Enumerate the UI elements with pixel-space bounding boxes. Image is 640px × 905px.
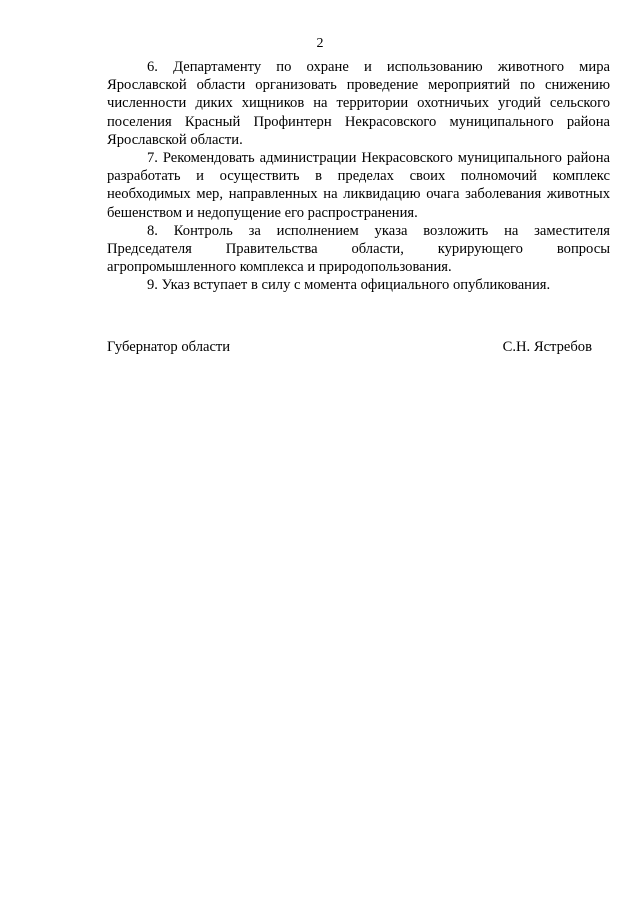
signature-block xyxy=(107,338,592,356)
paragraph-9: 9. Указ вступает в силу с момента официального опубликования. xyxy=(147,277,551,294)
document-body xyxy=(107,58,610,295)
paragraph-6: 6. Департаменту по охране и использованию животного мира Ярославской области организовать проведение мероприятий по снижению численности диких хищников на территории охотничьих угодий сельского поселения Красный Профинтерн Некрасовского муниципального района Ярославской области. xyxy=(107,59,610,148)
paragraph-8: 8. Контроль за исполнением указа возложить на заместителя Председателя Правительства области, курирующего вопросы агропромышленного комплекса и природопользования. xyxy=(107,222,610,276)
page-number: 2 xyxy=(316,36,324,51)
signatory-position: Губернатор области xyxy=(107,339,231,355)
signatory-name: С.Н. Ястребов xyxy=(502,339,592,355)
paragraph-7: 7. Рекомендовать администрации Некрасовского муниципального района разработать и осуществить в пределах своих полномочий комплекс необходимых мер, направленных на ликвидацию очага заболевания животных бешенством и недопущение его распространения. xyxy=(107,150,610,221)
